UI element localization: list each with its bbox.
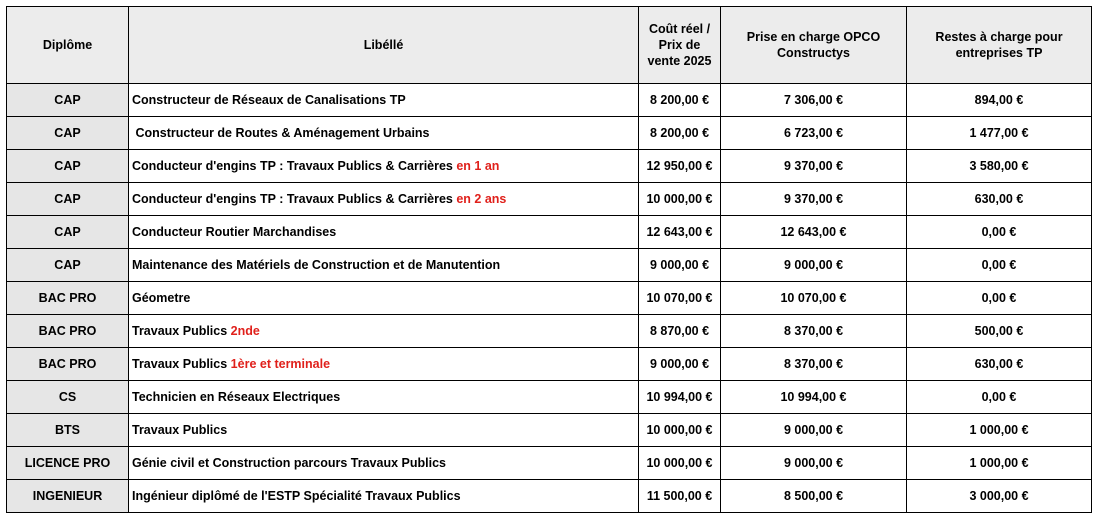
cell-cout-reel: 10 000,00 € [639, 183, 721, 216]
cell-reste-a-charge: 3 580,00 € [907, 150, 1092, 183]
cell-reste-a-charge: 500,00 € [907, 315, 1092, 348]
libelle-text: Conducteur d'engins TP : Travaux Publics & Carrières [132, 192, 457, 206]
tuition-cost-table [6, 6, 1092, 513]
libelle-text: Travaux Publics [132, 357, 231, 371]
cell-prise-en-charge: 8 370,00 € [721, 315, 907, 348]
cell-reste-a-charge: 630,00 € [907, 348, 1092, 381]
cell-reste-a-charge: 630,00 € [907, 183, 1092, 216]
table-row [7, 315, 1092, 348]
libelle-text: Travaux Publics [132, 324, 231, 338]
cell-libelle [129, 381, 639, 414]
cell-cout-reel: 10 070,00 € [639, 282, 721, 315]
cell-cout-reel: 8 200,00 € [639, 117, 721, 150]
cell-diplome: CS [7, 381, 129, 414]
libelle-text: Travaux Publics [132, 423, 228, 437]
table-row [7, 282, 1092, 315]
libelle-highlight: 2nde [230, 324, 260, 338]
libelle-text: Géometre [132, 291, 191, 305]
libelle-highlight: en 1 an [456, 159, 500, 173]
cell-libelle [129, 447, 639, 480]
header-libelle: Libéllé [129, 7, 639, 84]
cell-libelle [129, 84, 639, 117]
table-row [7, 480, 1092, 513]
table-row [7, 414, 1092, 447]
cell-prise-en-charge: 9 000,00 € [721, 249, 907, 282]
cell-libelle [129, 117, 639, 150]
cell-cout-reel: 10 000,00 € [639, 414, 721, 447]
cell-cout-reel: 9 000,00 € [639, 249, 721, 282]
cell-prise-en-charge: 6 723,00 € [721, 117, 907, 150]
cell-diplome: CAP [7, 117, 129, 150]
header-prise-en-charge: Prise en charge OPCO Constructys [721, 7, 907, 84]
cell-cout-reel: 11 500,00 € [639, 480, 721, 513]
libelle-text: Maintenance des Matériels de Construction et de Manutention [132, 258, 501, 272]
table-row [7, 216, 1092, 249]
cell-cout-reel: 12 643,00 € [639, 216, 721, 249]
header-reste-a-charge: Restes à charge pour entreprises TP [907, 7, 1092, 84]
table-body [7, 84, 1092, 513]
table-row [7, 117, 1092, 150]
cell-reste-a-charge: 0,00 € [907, 216, 1092, 249]
table-row [7, 348, 1092, 381]
cell-reste-a-charge: 0,00 € [907, 381, 1092, 414]
cell-diplome: BTS [7, 414, 129, 447]
cell-cout-reel: 12 950,00 € [639, 150, 721, 183]
header-diplome: Diplôme [7, 7, 129, 84]
cell-reste-a-charge: 1 000,00 € [907, 414, 1092, 447]
libelle-text: Constructeur de Réseaux de Canalisations TP [132, 93, 406, 107]
cell-libelle [129, 315, 639, 348]
cell-cout-reel: 8 870,00 € [639, 315, 721, 348]
cell-cout-reel: 10 994,00 € [639, 381, 721, 414]
cell-libelle [129, 348, 639, 381]
cell-prise-en-charge: 7 306,00 € [721, 84, 907, 117]
cell-cout-reel: 9 000,00 € [639, 348, 721, 381]
cell-prise-en-charge: 8 500,00 € [721, 480, 907, 513]
cell-diplome: INGENIEUR [7, 480, 129, 513]
cell-reste-a-charge: 1 477,00 € [907, 117, 1092, 150]
cell-prise-en-charge: 12 643,00 € [721, 216, 907, 249]
libelle-text: Conducteur Routier Marchandises [132, 225, 337, 239]
cell-libelle [129, 414, 639, 447]
table-row [7, 381, 1092, 414]
libelle-text: Conducteur d'engins TP : Travaux Publics & Carrières [132, 159, 457, 173]
cell-diplome: LICENCE PRO [7, 447, 129, 480]
cell-reste-a-charge: 0,00 € [907, 249, 1092, 282]
cell-prise-en-charge: 9 370,00 € [721, 183, 907, 216]
libelle-highlight: en 2 ans [456, 192, 507, 206]
libelle-text: Constructeur de Routes & Aménagement Urbains [132, 126, 430, 140]
cell-cout-reel: 10 000,00 € [639, 447, 721, 480]
cell-libelle [129, 480, 639, 513]
cell-diplome: BAC PRO [7, 315, 129, 348]
cell-libelle [129, 150, 639, 183]
table-row [7, 84, 1092, 117]
cell-prise-en-charge: 9 000,00 € [721, 414, 907, 447]
table-row [7, 150, 1092, 183]
table-row [7, 249, 1092, 282]
cell-prise-en-charge: 9 000,00 € [721, 447, 907, 480]
table-row [7, 447, 1092, 480]
cell-reste-a-charge: 0,00 € [907, 282, 1092, 315]
table-header-row [7, 7, 1092, 84]
cell-reste-a-charge: 894,00 € [907, 84, 1092, 117]
cell-libelle [129, 282, 639, 315]
libelle-text: Technicien en Réseaux Electriques [132, 390, 341, 404]
cell-diplome: CAP [7, 183, 129, 216]
cell-prise-en-charge: 10 070,00 € [721, 282, 907, 315]
header-cout-reel: Coût réel / Prix de vente 2025 [639, 7, 721, 84]
cell-libelle [129, 183, 639, 216]
cell-libelle [129, 249, 639, 282]
cell-diplome: CAP [7, 150, 129, 183]
cell-diplome: BAC PRO [7, 348, 129, 381]
cell-reste-a-charge: 1 000,00 € [907, 447, 1092, 480]
libelle-text: Génie civil et Construction parcours Travaux Publics [132, 456, 446, 470]
libelle-highlight: 1ère et terminale [230, 357, 331, 371]
cell-diplome: CAP [7, 84, 129, 117]
cell-diplome: CAP [7, 249, 129, 282]
cell-prise-en-charge: 10 994,00 € [721, 381, 907, 414]
cell-libelle [129, 216, 639, 249]
cell-prise-en-charge: 8 370,00 € [721, 348, 907, 381]
cell-cout-reel: 8 200,00 € [639, 84, 721, 117]
cell-diplome: BAC PRO [7, 282, 129, 315]
libelle-text: Ingénieur diplômé de l'ESTP Spécialité Travaux Publics [132, 489, 461, 503]
cell-reste-a-charge: 3 000,00 € [907, 480, 1092, 513]
tuition-cost-table-container [6, 6, 1092, 513]
cell-diplome: CAP [7, 216, 129, 249]
table-row [7, 183, 1092, 216]
cell-prise-en-charge: 9 370,00 € [721, 150, 907, 183]
